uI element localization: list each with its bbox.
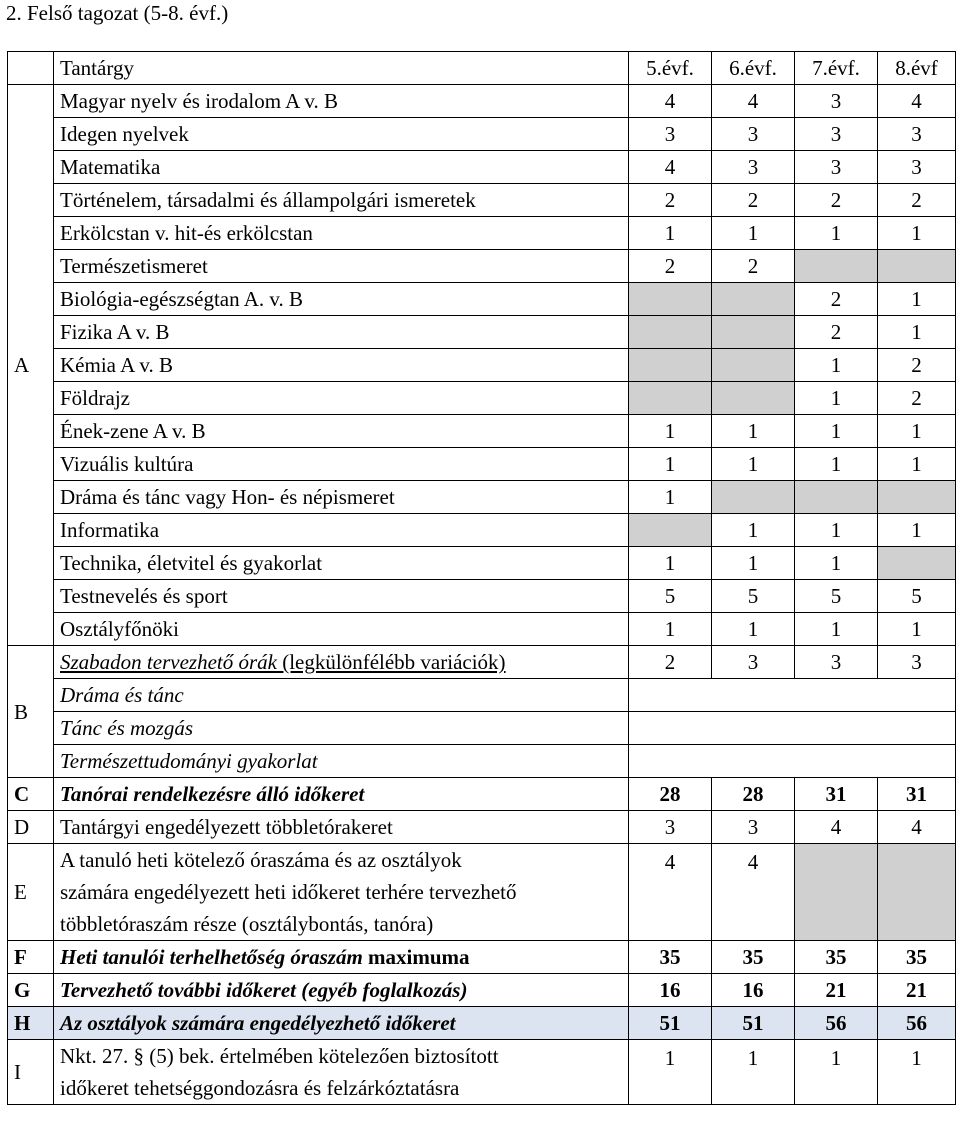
value-cell [795,481,878,514]
value-cell: 1 [795,1040,878,1105]
blank-cell [629,712,956,745]
value-cell [629,316,712,349]
subject-cell: Földrajz [54,382,629,415]
table-row [8,316,956,349]
value-cell [878,547,956,580]
value-cell: 2 [629,250,712,283]
value-cell: 1 [878,415,956,448]
value-cell: 51 [712,1007,795,1040]
value-cell: 35 [629,941,712,974]
value-cell: 2 [629,646,712,679]
value-cell: 2 [795,316,878,349]
blank-cell [629,679,956,712]
value-cell: 1 [795,217,878,250]
value-cell: 1 [629,217,712,250]
value-cell: 3 [878,151,956,184]
subject-cell: Kémia A v. B [54,349,629,382]
subject-cell: Erkölcstan v. hit-és erkölcstan [54,217,629,250]
value-cell: 3 [712,646,795,679]
table-row [8,283,956,316]
value-cell [795,844,878,941]
section-letter: B [8,646,54,778]
section-letter: C [8,778,54,811]
value-cell: 3 [712,811,795,844]
load-suffix: maximuma [362,945,470,969]
value-cell [878,250,956,283]
value-cell: 1 [712,514,795,547]
value-cell: 1 [795,349,878,382]
value-cell [629,514,712,547]
table-row [8,349,956,382]
value-cell: 1 [712,1040,795,1105]
value-cell: 2 [629,184,712,217]
value-cell: 31 [795,778,878,811]
value-cell: 4 [878,811,956,844]
curriculum-table [7,51,956,1105]
table-row [8,415,956,448]
subitem-cell: Dráma és tánc [54,679,629,712]
value-cell: 51 [629,1007,712,1040]
value-cell: 1 [712,448,795,481]
value-cell: 3 [629,118,712,151]
table-row [8,85,956,118]
value-cell: 21 [795,974,878,1007]
value-cell [629,349,712,382]
table-row [8,974,956,1007]
value-cell: 1 [795,514,878,547]
value-cell [629,283,712,316]
value-cell: 3 [629,811,712,844]
subject-cell: Fizika A v. B [54,316,629,349]
table-row [8,514,956,547]
value-cell [795,250,878,283]
section-letter: I [8,1040,54,1105]
value-cell: 35 [878,941,956,974]
table-row [8,547,956,580]
value-cell: 1 [878,283,956,316]
table-row [8,118,956,151]
subject-cell: Informatika [54,514,629,547]
subject-cell: Biológia-egészségtan A. v. B [54,283,629,316]
table-row [8,382,956,415]
value-cell: 1 [878,448,956,481]
text-line: számára engedélyezett heti időkeret terhére tervezhető [60,880,517,904]
value-cell: 4 [795,811,878,844]
value-cell: 1 [878,217,956,250]
table-row [8,941,956,974]
text-line: többletóraszám része (osztálybontás, tanóra) [60,912,434,936]
table-row [8,778,956,811]
text-line: A tanuló heti kötelező óraszáma és az osztályok [60,848,462,872]
section-letter: D [8,811,54,844]
value-cell [878,481,956,514]
subitem-cell: Tánc és mozgás [54,712,629,745]
section-letter: G [8,974,54,1007]
grade-header: 7.évf. [795,52,878,85]
value-cell: 1 [712,415,795,448]
blank-cell [629,745,956,778]
free-hours-label: Szabadon tervezhető órák [60,650,277,674]
value-cell: 3 [878,646,956,679]
summary-label: Az osztályok számára engedélyezhető időkeret [54,1007,629,1040]
subject-cell: Idegen nyelvek [54,118,629,151]
table-row [8,250,956,283]
value-cell: 1 [795,547,878,580]
value-cell: 2 [878,184,956,217]
value-cell: 4 [712,844,795,941]
grade-header: 8.évf [878,52,956,85]
subject-cell: Vizuális kultúra [54,448,629,481]
value-cell: 2 [878,349,956,382]
value-cell: 1 [629,547,712,580]
summary-label: Tanórai rendelkezésre álló időkeret [54,778,629,811]
value-cell: 31 [878,778,956,811]
value-cell: 1 [629,448,712,481]
table-row [8,580,956,613]
table-row [8,745,956,778]
value-cell: 1 [712,613,795,646]
table-row [8,481,956,514]
subject-cell: Ének-zene A v. B [54,415,629,448]
section-letter: F [8,941,54,974]
grade-header: 5.évf. [629,52,712,85]
table-row [8,679,956,712]
value-cell: 3 [712,118,795,151]
header-row [8,52,956,85]
value-cell: 28 [629,778,712,811]
value-cell: 1 [795,448,878,481]
subject-cell: Magyar nyelv és irodalom A v. B [54,85,629,118]
summary-label [54,941,629,974]
value-cell: 1 [878,1040,956,1105]
value-cell: 1 [878,613,956,646]
value-cell: 2 [712,184,795,217]
value-cell: 1 [878,316,956,349]
table-row [8,712,956,745]
value-cell [878,844,956,941]
subject-cell: Természetismeret [54,250,629,283]
value-cell: 5 [629,580,712,613]
value-cell: 5 [878,580,956,613]
value-cell: 1 [795,613,878,646]
value-cell: 3 [795,151,878,184]
summary-label: Tervezhető további időkeret (egyéb foglalkozás) [54,974,629,1007]
subject-cell: Technika, életvitel és gyakorlat [54,547,629,580]
value-cell: 3 [795,118,878,151]
value-cell: 2 [712,250,795,283]
value-cell: 4 [629,85,712,118]
value-cell: 35 [712,941,795,974]
free-hours-note: (legkülönfélébb variációk) [276,650,506,674]
value-cell: 5 [795,580,878,613]
value-cell: 1 [712,217,795,250]
value-cell: 3 [712,151,795,184]
value-cell: 1 [629,481,712,514]
subject-header: Tantárgy [54,52,629,85]
subject-cell: Történelem, társadalmi és állampolgári ismeretek [54,184,629,217]
subject-cell: Matematika [54,151,629,184]
value-cell: 28 [712,778,795,811]
summary-label: Tantárgyi engedélyezett többletórakeret [54,811,629,844]
value-cell: 4 [712,85,795,118]
value-cell: 56 [795,1007,878,1040]
value-cell: 2 [878,382,956,415]
table-row [8,646,956,679]
value-cell: 1 [712,547,795,580]
value-cell: 2 [795,283,878,316]
table-row [8,811,956,844]
value-cell [712,283,795,316]
value-cell: 35 [795,941,878,974]
value-cell [629,382,712,415]
table-row [8,184,956,217]
subject-cell: Osztályfőnöki [54,613,629,646]
subject-cell [54,646,629,679]
value-cell: 21 [878,974,956,1007]
section-letter: A [8,85,54,646]
value-cell: 1 [795,415,878,448]
table-row [8,151,956,184]
table-row [8,1040,956,1105]
table-row [8,448,956,481]
value-cell: 4 [629,844,712,941]
value-cell: 3 [795,646,878,679]
value-cell [712,349,795,382]
subitem-cell: Természettudományi gyakorlat [54,745,629,778]
value-cell: 1 [878,514,956,547]
value-cell [712,481,795,514]
section-letter: H [8,1007,54,1040]
section-letter: E [8,844,54,941]
value-cell: 3 [878,118,956,151]
grade-header: 6.évf. [712,52,795,85]
value-cell: 1 [629,1040,712,1105]
value-cell: 4 [629,151,712,184]
value-cell: 16 [712,974,795,1007]
value-cell [712,316,795,349]
load-label: Heti tanulói terhelhetőség óraszám [60,945,363,969]
subject-cell: Dráma és tánc vagy Hon- és népismeret [54,481,629,514]
value-cell: 1 [629,415,712,448]
table-row [8,844,956,941]
value-cell: 4 [878,85,956,118]
value-cell: 3 [795,85,878,118]
table-row [8,217,956,250]
subject-cell [54,1040,629,1105]
value-cell: 5 [712,580,795,613]
subject-cell [54,844,629,941]
value-cell [712,382,795,415]
value-cell: 56 [878,1007,956,1040]
value-cell: 16 [629,974,712,1007]
subject-cell: Testnevelés és sport [54,580,629,613]
page-heading: 2. Felső tagozat (5-8. évf.) [6,1,229,25]
value-cell: 1 [795,382,878,415]
value-cell: 1 [629,613,712,646]
table-row [8,613,956,646]
corner-cell [8,52,54,85]
text-line: időkeret tehetséggondozásra és felzárkóztatásra [60,1076,460,1100]
table-row [8,1007,956,1040]
value-cell: 2 [795,184,878,217]
text-line: Nkt. 27. § (5) bek. értelmében kötelezően biztosított [60,1044,499,1068]
